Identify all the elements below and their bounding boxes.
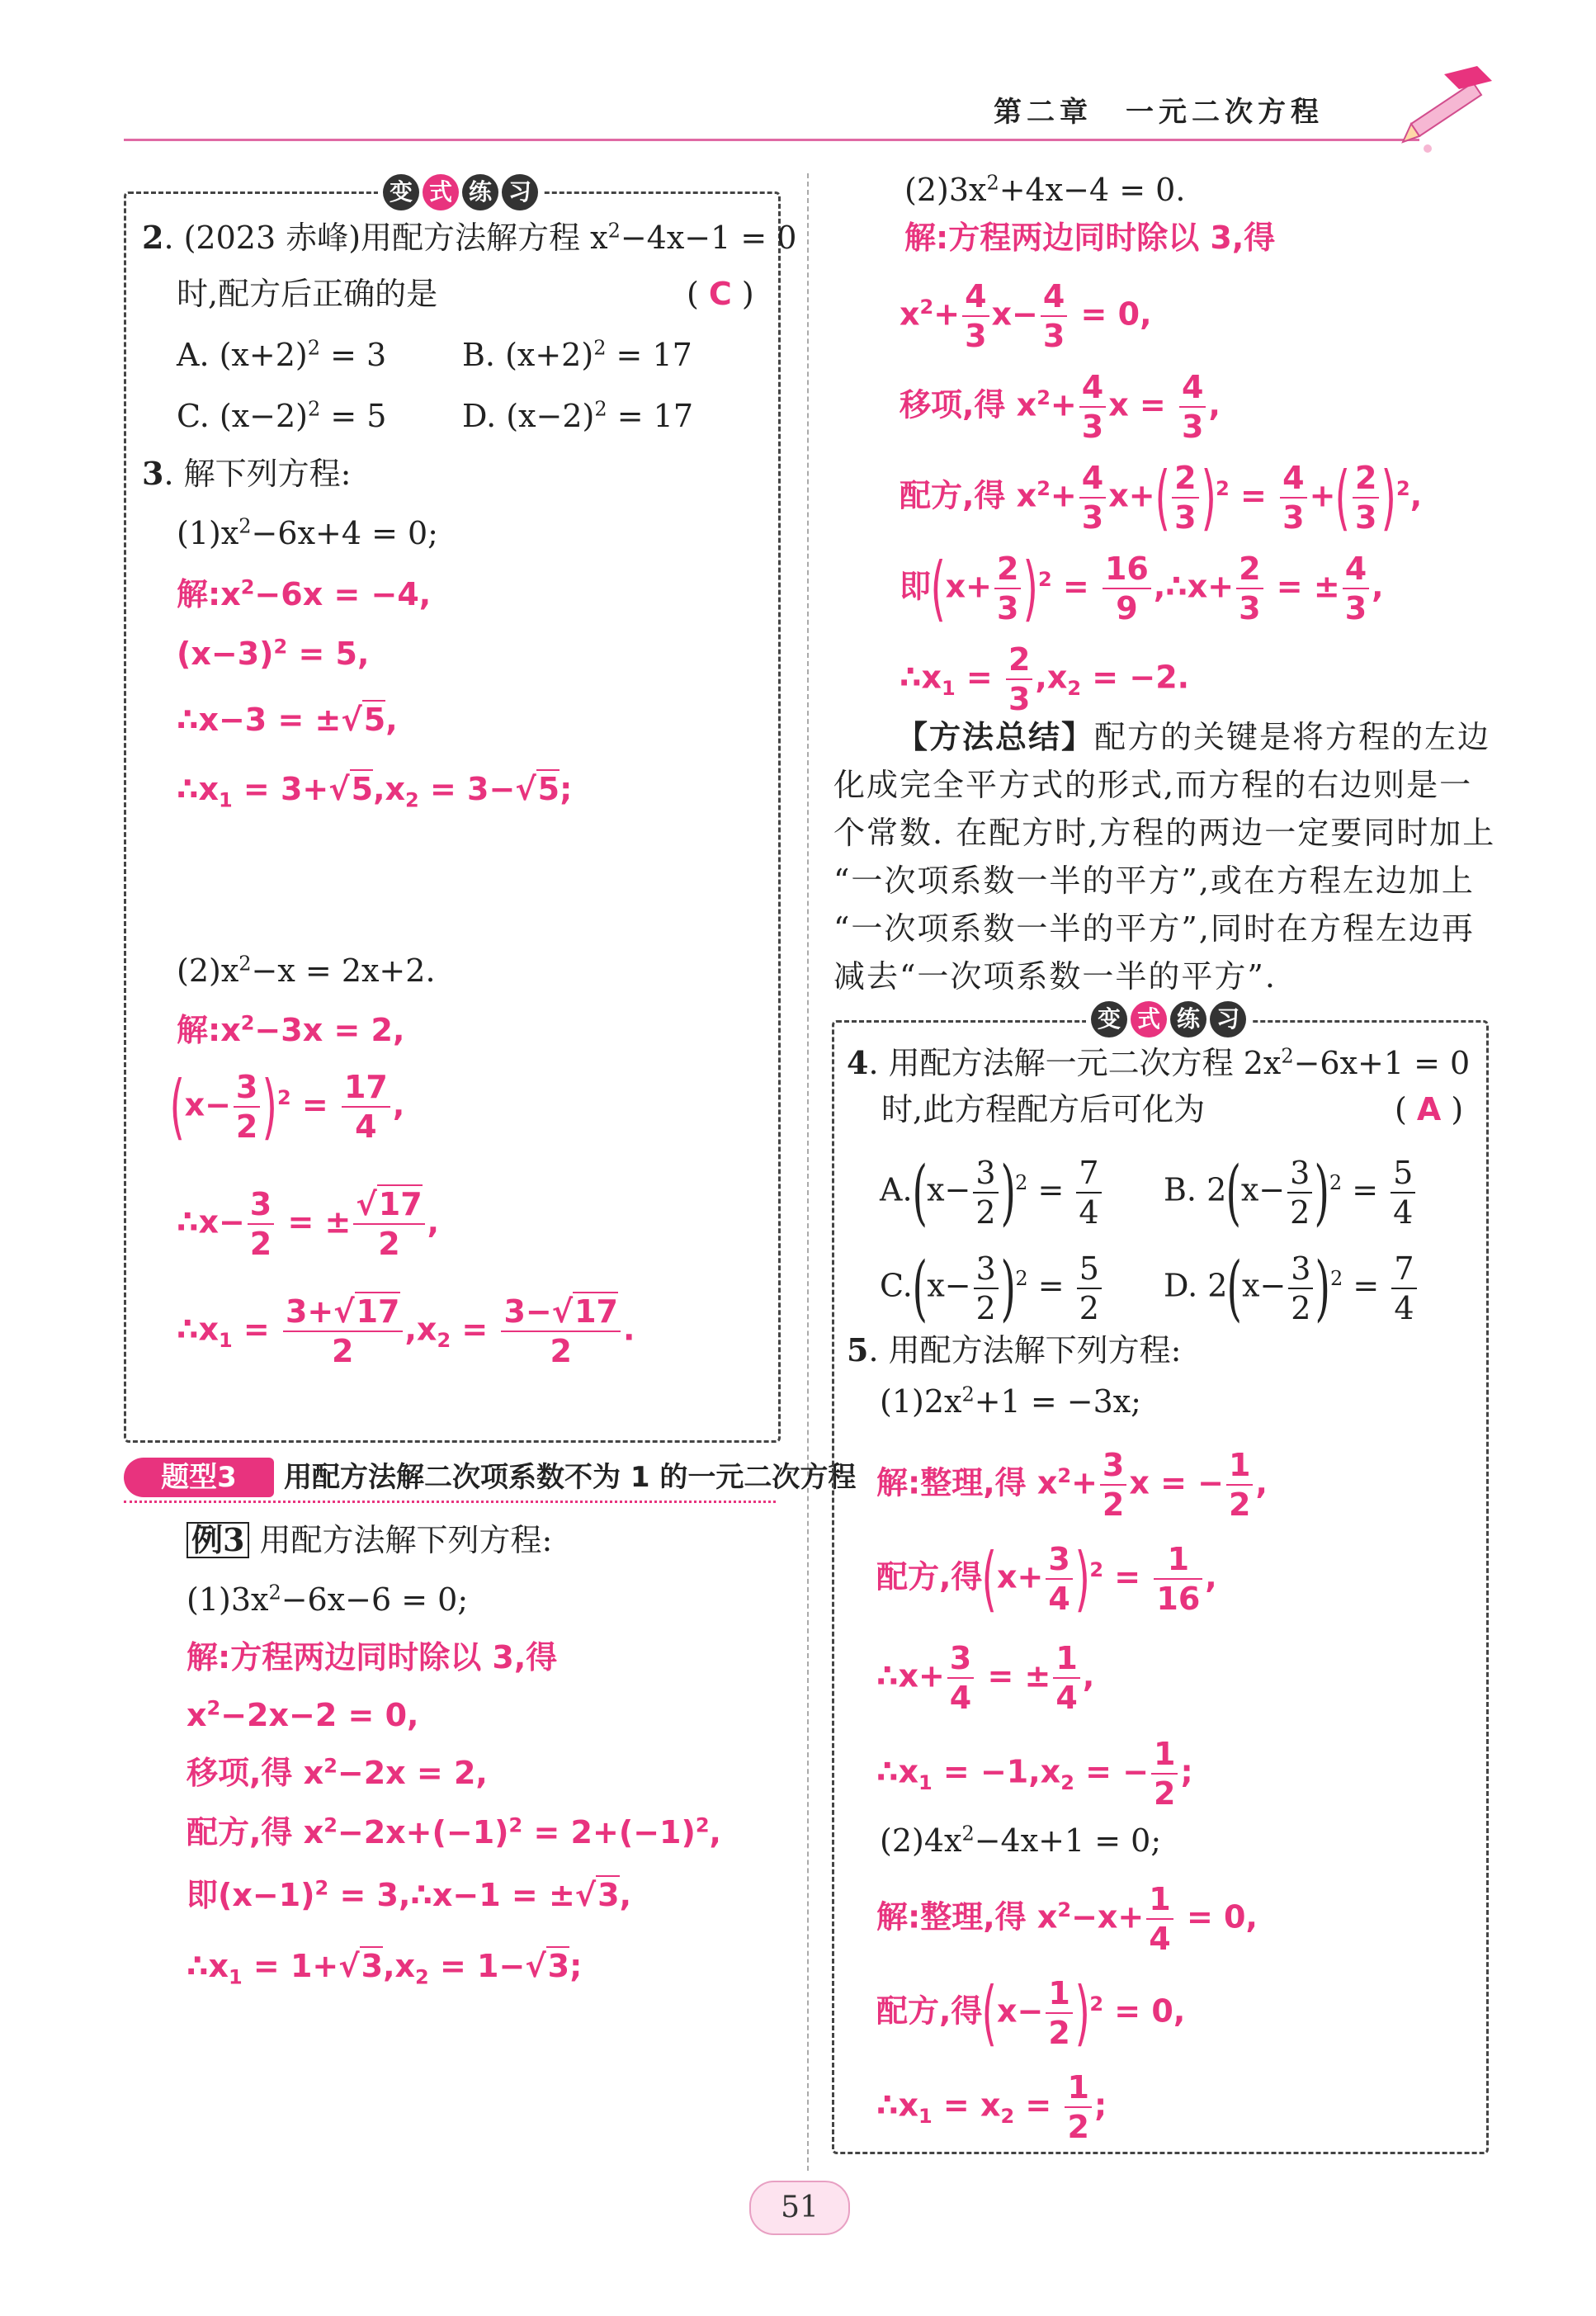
example3b-sol-line2: $x^2+$ $\frac{4}{3}$ x− $\frac{4}{3}$ = 0, xyxy=(900,278,1152,354)
q5-sol1-line1: 解:整理,得 $x^2+$ $\frac{3}{2}$ x = − $\frac{1}{2}$ , xyxy=(876,1447,1268,1523)
q4-option-c: C.(x− $\frac{3}{2}$ )$^2$ = $\frac{5}{2}$ xyxy=(880,1253,1104,1324)
header-rule xyxy=(124,139,1419,141)
practice-badge xyxy=(378,172,543,213)
q2-option-d: D. $(x-2)^2 = 17$ xyxy=(462,397,694,434)
q2-stem-2: 时,配方后正确的是 xyxy=(177,276,438,312)
practice-badge xyxy=(1086,999,1251,1040)
q5-sol2-line1: 解:整理,得 $x^2-x+$ $\frac{1}{4}$ = 0, xyxy=(876,1881,1258,1957)
badge-char: 练 xyxy=(462,174,498,210)
example3-sol-line4: 配方,得 $x^2-2x+(-1)^2 = 2+(-1)^2$, xyxy=(187,1813,721,1850)
q4-option-b: B. 2(x− $\frac{3}{2}$ )$^2$ = $\frac{5}{4}$ xyxy=(1164,1157,1418,1228)
q3-sol2-line2: (x− $\frac{3}{2}$ )$^2$ = $\frac{17}{4}$ , xyxy=(169,1066,405,1148)
method-summary-line1: 【方法总结】配方的关键是将方程的左边 xyxy=(896,719,1491,755)
chapter-title: 第二章 一元二次方程 xyxy=(994,96,1324,129)
q3-sol1-line2: $(x-3)^2 = 5$, xyxy=(177,635,370,672)
example3b-sol-line1: 解:方程两边同时除以 3,得 xyxy=(904,220,1276,256)
q2-option-c: C. $(x-2)^2 = 5$ xyxy=(177,397,387,434)
q4-option-d: D. 2(x− $\frac{3}{2}$ )$^2$ = $\frac{7}{4}$ xyxy=(1164,1253,1419,1324)
method-summary-line3: 个常数. 在配方时,方程的两边一定要同时加上 xyxy=(833,815,1496,851)
example3-sol-line2: $x^2-2x-2 = 0$, xyxy=(187,1696,419,1733)
q3-part1: $(1)x^2-6x+4 = 0$; xyxy=(177,514,438,551)
method-summary-line2: 化成完全平方式的形式,而方程的右边则是一 xyxy=(833,767,1473,803)
topic-rule xyxy=(124,1501,776,1503)
q3-stem: 3. 解下列方程: xyxy=(142,455,352,492)
q4-option-a: A.(x− $\frac{3}{2}$ )$^2$ = $\frac{7}{4}$ xyxy=(880,1157,1104,1228)
q4-answer: ( A ) xyxy=(1395,1091,1464,1127)
badge-char: 变 xyxy=(383,174,419,210)
q3-sol2-line4: $\therefore x_1$ = $\frac{3+√17}{2}$ $,x_2$ = $\frac{3-√17}{2}$ . xyxy=(177,1293,635,1369)
q4-stem-2: 时,此方程配方后可化为 xyxy=(881,1091,1206,1127)
badge-char: 式 xyxy=(423,174,459,210)
column-divider xyxy=(807,173,809,2171)
method-summary-line6: 减去“一次项系数一半的平方”. xyxy=(833,958,1277,995)
q2-option-b: B. $(x+2)^2 = 17$ xyxy=(462,336,692,373)
example3-sol-line3: 移项,得 $x^2-2x = 2$, xyxy=(187,1754,488,1791)
q5-part1: $(1)2x^2+1 = -3x$; xyxy=(880,1383,1141,1420)
q5-stem: 5. 用配方法解下列方程: xyxy=(847,1331,1182,1368)
example3-sol-line6: $\therefore x_1 = 1+√3,x_2 = 1-√3$; xyxy=(187,1948,583,1989)
badge-char: 练 xyxy=(1170,1001,1206,1037)
badge-char: 变 xyxy=(1091,1001,1127,1037)
q3-sol1-line4: $\therefore x_1 = 3+√5,x_2 = 3-√5$; xyxy=(177,771,573,812)
q5-part2: $(2)4x^2-4x+1 = 0$; xyxy=(880,1822,1162,1859)
example3b-sol-line4: 配方,得 $x^2+$ $\frac{4}{3}$ x+( $\frac{2}{3}$ )$^2$ = $\frac{4}{3}$ +( $\frac{2}{3}$ )$^2$, xyxy=(900,456,1423,539)
example3b-sol-line3: 移项,得 $x^2+$ $\frac{4}{3}$ x = $\frac{4}{3}$ , xyxy=(900,369,1221,445)
q5-sol1-line3: ∴x+ $\frac{3}{4}$ = ± $\frac{1}{4}$ , xyxy=(876,1640,1095,1716)
example3-sol-line1: 解:方程两边同时除以 3,得 xyxy=(187,1639,558,1676)
q3-sol2-line3: ∴x− $\frac{3}{2}$ = ± $\frac{√17}{2}$ , xyxy=(177,1186,440,1262)
q3-sol1-line3: ∴x−3 = ±√5, xyxy=(177,702,398,738)
graduation-pencil-icon xyxy=(1395,66,1494,157)
example3b-sol-line5: 即(x+ $\frac{2}{3}$ )$^2$ = $\frac{16}{9}$ ,∴x+ $\frac{2}{3}$ = ± $\frac{4}{3}$ , xyxy=(900,547,1384,630)
example3-stem: 例3 用配方法解下列方程: xyxy=(187,1519,552,1562)
method-summary-line5: “一次项系数一半的平方”,同时在方程左边再 xyxy=(833,910,1475,947)
example3-part2: $(2)3x^2+4x-4 = 0$. xyxy=(904,171,1186,208)
page-number: 51 xyxy=(749,2181,850,2235)
example3b-sol-line6: $\therefore x_1$ = $\frac{2}{3}$ $,x_2 = -2$. xyxy=(900,641,1190,717)
badge-char: 习 xyxy=(502,174,538,210)
q3-sol1-line1: 解$:x^2-6x = -4$, xyxy=(177,575,432,612)
example3-part1: $(1)3x^2-6x-6 = 0$; xyxy=(187,1581,469,1618)
q3-part2: $(2)x^2-x = 2x+2$. xyxy=(177,952,436,989)
q5-sol1-line2: 配方,得(x+ $\frac{3}{4}$ )$^2$ = $\frac{1}{16}$ , xyxy=(876,1538,1217,1620)
q3-sol2-line1: 解$:x^2-3x = 2$, xyxy=(177,1011,405,1048)
q2-stem: 2. (2023 赤峰)用配方法解方程 $x^2-4x-1 = 0$ xyxy=(142,219,797,256)
q5-sol1-line4: $\therefore x_1 = -1,x_2$ = − $\frac{1}{2}$ ; xyxy=(876,1736,1193,1812)
method-summary-line4: “一次项系数一半的平方”,或在方程左边加上 xyxy=(833,863,1475,899)
badge-char: 习 xyxy=(1210,1001,1246,1037)
topic-tag: 题型3 xyxy=(124,1458,274,1497)
q2-answer: ( C ) xyxy=(687,276,754,312)
topic-title: 用配方法解二次项系数不为 1 的一元二次方程 xyxy=(284,1461,857,1494)
example3-sol-line5: 即$(x-1)^2$ = 3,∴x−1 = ±√3, xyxy=(187,1876,632,1913)
q4-stem: 4. 用配方法解一元二次方程 $2x^2-6x+1 = 0$ xyxy=(847,1044,1471,1081)
q5-sol2-line3: $\therefore x_1 = x_2$ = $\frac{1}{2}$ ; xyxy=(876,2069,1107,2145)
q5-sol2-line2: 配方,得(x− $\frac{1}{2}$ )$^2$ = 0, xyxy=(876,1972,1186,2054)
q2-option-a: A. $(x+2)^2 = 3$ xyxy=(177,336,387,373)
badge-char: 式 xyxy=(1131,1001,1167,1037)
